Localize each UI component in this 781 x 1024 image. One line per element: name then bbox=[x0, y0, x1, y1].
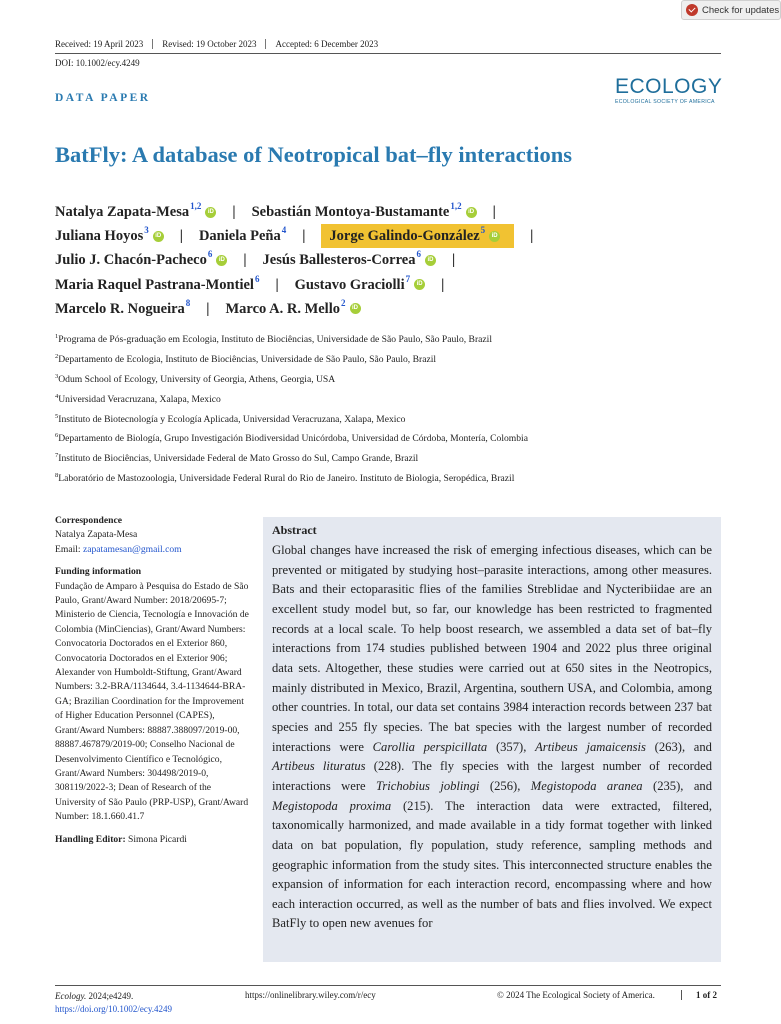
journal-logo[interactable] bbox=[615, 76, 723, 105]
author[interactable]: Daniela Peña $^4$ bbox=[198, 225, 287, 245]
author-separator: | bbox=[451, 252, 456, 269]
author[interactable]: Jesús Ballesteros-Correa $^6$ iD bbox=[263, 248, 436, 272]
author[interactable]: Marco A. R. Mello $^2$ iD bbox=[226, 297, 361, 321]
funding-text: Fundação de Amparo à Pesquisa do Estado de São Paulo, Grant/Award Number: 2018/20695-7; Ministerio de Ciencia, Tecnología e Innovación de Colombia (MinCiencias), Grant/Award Numbers: Convocatoria Doctorados en el Exterior 860, Convocatoria Doctorados en el Exterior 906; Alexander von Humboldt-Stiftung, Grant/Award Numbers: 3.2-BRA/1134644, 3.4-1134644-BRA-GA; Brazilian Coordination for the Improvement of Higher Education Personnel (CAPES), Grant/Award Numbers: 88887.388097/2019-00, 88887.467879/2019-00; Conselho Nacional de Desenvolvimento Científico e Tecnológico, Grant/Award Numbers: 304498/2019-0, 308119/2022-3; Dean of Research of the University of São Paulo (PRP-USP), Grant/Award Number: 18.1.660.41.7 bbox=[55, 580, 249, 823]
abstract-body: Global changes have increased the risk of emerging infectious diseases, which can be prevented or mitigated by studying host–parasite interactions, among other measures. Bats and their ectoparasitic flies of the families Streblidae and Nycteribiidae are an excellent study model but, so far, our knowledge has been restricted to fragmented records at a local scale. To help boost research, we assembled a data set of bat–fly interactions from 174 studies published between 1904 and 2022 plus three original data sets. Altogether, these studies were carried out at 650 sites in the Neotropics, mainly distributed in Mexico, Brazil, Argentina, southern USA, and Colombia, among other countries. In total, our data set contains 3984 interaction records between 237 bat species and 255 fly species. The bat species with the largest number of recorded interactions were Carollia perspicillata (357), Artibeus jamaicensis (263), and Artibeus lituratus (228). The fly species with the largest number of recorded interactions were Trichobius joblingi (256), Megistopoda aranea (235), and Megistopoda proxima (215). The interaction data were extracted, filtered, taxonomically harmonized, and made available in a tidy format together with linked data on bat population, fly population, study reference, sampling methods and geographic information from the study sites. This interconnected structure enables the expansion of information for each interaction record, encompassing where and how each interaction occurred, as well as the number of bats and flies involved. We expect BatFly to open new avenues for bbox=[272, 543, 713, 931]
correspondence-heading: Correspondence bbox=[55, 515, 122, 526]
author-separator: | bbox=[232, 204, 236, 220]
correspondence bbox=[55, 514, 250, 557]
author[interactable]: Juliana Hoyos $^3$ iD bbox=[55, 224, 164, 248]
article-dates bbox=[55, 39, 387, 49]
footer-citation: Ecology. 2024;e4249. https://doi.org/10.1002/ecy.4249 bbox=[55, 991, 172, 1014]
doi: DOI: 10.1002/ecy.4249 bbox=[55, 58, 140, 68]
affiliation: $^1$Programa de Pós-graduação em Ecologia, Instituto de Biociências, Universidade de São Paulo, São Paulo, Brazil bbox=[55, 333, 492, 346]
author[interactable]: Maria Raquel Pastrana-Montiel $^6$ bbox=[55, 273, 260, 293]
affiliation: $^2$Departamento de Ecologia, Instituto de Biociências, Universidade de São Paulo, São Paulo, Brazil bbox=[55, 352, 437, 366]
footer-doi-link[interactable]: https://doi.org/10.1002/ecy.4249 bbox=[55, 1004, 172, 1014]
author[interactable]: Sebastián Montoya-Bustamante $^{1,2}$ iD bbox=[252, 200, 477, 224]
footer-journal-url[interactable]: https://onlinelibrary.wiley.com/r/ecy bbox=[245, 990, 376, 1000]
correspondence-name: Natalya Zapata-Mesa bbox=[55, 529, 138, 541]
orcid-icon[interactable] bbox=[425, 255, 436, 266]
orcid-icon[interactable] bbox=[216, 255, 227, 266]
affiliation: $^6$Departamento de Biología, Grupo Investigación Biodiversidad Unicórdoba, Universidad de Córdoba, Montería, Colombia bbox=[55, 432, 528, 445]
affiliation: $^7$Instituto de Biociências, Universidade Federal de Mato Grosso do Sul, Campo Grande, Brazil bbox=[55, 452, 419, 465]
author[interactable]: Gustavo Graciolli $^7$ iD bbox=[295, 273, 425, 297]
email-label: Email: bbox=[55, 543, 83, 555]
abstract bbox=[263, 517, 721, 962]
author-separator: | bbox=[179, 228, 183, 245]
affiliation: $^3$Odum School of Ecology, University of Georgia, Athens, Georgia, USA bbox=[55, 372, 336, 385]
funding-heading: Funding information bbox=[55, 566, 142, 578]
author[interactable]: Natalya Zapata-Mesa $^{1,2}$ iD bbox=[55, 200, 216, 224]
abstract-heading: Abstract bbox=[272, 523, 317, 537]
journal-name: ECOLOGY bbox=[615, 75, 723, 98]
handling-editor-name: Simona Picardi bbox=[125, 833, 187, 845]
check-for-updates-button[interactable] bbox=[681, 0, 781, 20]
handling-editor bbox=[55, 833, 250, 847]
accepted-date: Accepted: 6 December 2023 bbox=[275, 39, 379, 49]
article-title: BatFly: A database of Neotropical bat–fly interactions bbox=[55, 142, 573, 167]
author[interactable]: Julio J. Chacón-Pacheco $^6$ iD bbox=[55, 248, 227, 272]
affiliation: $^5$Instituto de Biotecnología y Ecología Aplicada, Universidad Veracruzana, Xalapa, Mexico bbox=[55, 412, 406, 425]
revised-date: Revised: 19 October 2023 bbox=[153, 39, 266, 49]
orcid-icon[interactable] bbox=[489, 231, 500, 242]
header-divider bbox=[55, 53, 721, 54]
affiliations bbox=[55, 330, 528, 489]
handling-editor-label: Handling Editor: bbox=[55, 833, 126, 845]
author-separator: | bbox=[530, 228, 534, 245]
author-separator: | bbox=[275, 276, 279, 293]
email-link[interactable]: zapatamesan@gmail.com bbox=[82, 543, 182, 555]
author-separator: | bbox=[243, 252, 247, 269]
journal-subtitle: ECOLOGICAL SOCIETY OF AMERICA bbox=[615, 99, 715, 105]
page-number: 1 of 2 bbox=[681, 990, 717, 1000]
author-separator: | bbox=[492, 204, 496, 220]
check-updates-label: Check for updates bbox=[702, 4, 780, 16]
author-separator: | bbox=[206, 300, 210, 317]
footer-copyright: © 2024 The Ecological Society of America. bbox=[497, 990, 655, 1000]
check-updates-icon bbox=[686, 4, 698, 16]
orcid-icon[interactable] bbox=[350, 303, 361, 314]
orcid-icon[interactable] bbox=[414, 279, 425, 290]
paper-type-label: DATA PAPER bbox=[55, 92, 151, 104]
received-date: Received: 19 April 2023 bbox=[55, 39, 153, 49]
author-list bbox=[55, 200, 735, 321]
affiliation: $^8$Laboratório de Mastozoologia, Universidade Federal Rural do Rio de Janeiro. Instituto de Biologia, Seropédica, Brazil bbox=[55, 472, 515, 485]
author-separator: | bbox=[302, 228, 306, 245]
author-separator: | bbox=[441, 276, 445, 293]
author-highlighted[interactable]: Jorge Galindo-González $^5$ iD bbox=[321, 224, 514, 248]
orcid-icon[interactable] bbox=[153, 231, 164, 242]
affiliation: $^4$Universidad Veracruzana, Xalapa, Mexico bbox=[55, 392, 221, 405]
footer-divider bbox=[55, 985, 721, 986]
sidebar-info bbox=[55, 514, 250, 855]
orcid-icon[interactable] bbox=[205, 207, 216, 218]
footer-journal: Ecology. bbox=[55, 991, 87, 1001]
orcid-icon[interactable] bbox=[466, 207, 477, 218]
author[interactable]: Marcelo R. Nogueira $^8$ bbox=[55, 297, 191, 317]
funding-information bbox=[55, 565, 250, 824]
